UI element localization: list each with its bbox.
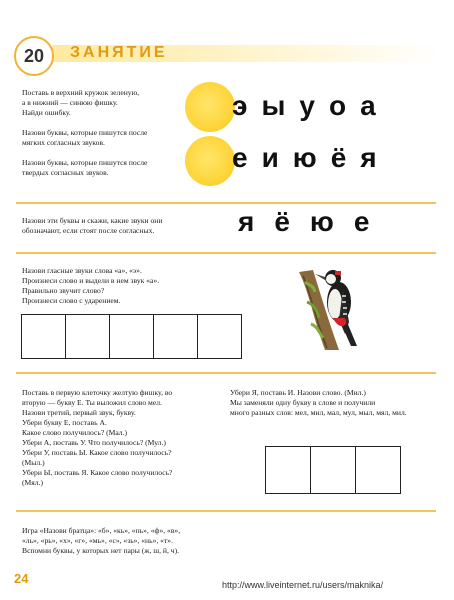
letter: ю xyxy=(309,206,334,237)
section-divider xyxy=(16,202,436,204)
letter: и xyxy=(261,142,279,173)
soft-vowel-letters-row xyxy=(232,142,377,174)
section-divider xyxy=(16,372,436,374)
sound-cell[interactable] xyxy=(310,446,355,494)
sound-cell[interactable] xyxy=(265,446,310,494)
sound-cell[interactable] xyxy=(109,314,153,359)
sound-cell[interactable] xyxy=(65,314,109,359)
letter: е xyxy=(353,206,370,237)
sound-cell[interactable] xyxy=(197,314,242,359)
section-divider xyxy=(16,252,436,254)
lesson-number-badge: 20 xyxy=(14,36,54,76)
iotated-letters-row xyxy=(238,206,369,238)
instruction-hard-vowels: Назови буквы, которые пишутся после твердых согласных звуков. xyxy=(22,158,148,177)
lesson-title: ЗАНЯТИЕ xyxy=(70,44,168,61)
letter: ё xyxy=(330,142,347,173)
instruction-name-letters: Назови эти буквы и скажи, какие звуки они обозначают, если стоят после согласных. xyxy=(22,216,163,235)
instruction-game-brothers: Игра «Назови братца»: «б», «кь», «пь», «ф», «в», «ль», «рь», «х», «г», «мь», «с», «зь», «нь», «т». Вспомни буквы, у которых нет пары (ж, ш, й, ч). xyxy=(22,526,181,555)
letter: я xyxy=(360,142,377,173)
instruction-soft-vowels: Назови буквы, которые пишутся после мягких согласных звуков. xyxy=(22,128,148,147)
letter: ё xyxy=(274,206,290,237)
instruction-letter-swap: Поставь в первую клеточку желтую фишку, во вторую — букву Е. Ты выложил слово мел. Назови третий, первый звук, букву. Убери букву Е, поставь А. Какое слово получилось? (Мал.) Убери А, поставь У. Что получилось? (Мул.) Убери У, поставь Ы. Какое слово получилось? (Мыл.) Убери Ы, поставь Я. Какое слово получилось? (Мял.) xyxy=(22,388,173,487)
instruction-chips: Поставь в верхний кружок зеленую, а в нижний — синюю фишку. Найди ошибку. xyxy=(22,88,140,117)
section-divider xyxy=(16,510,436,512)
hard-vowel-letters-row xyxy=(232,90,376,122)
top-circle-chip-slot[interactable] xyxy=(185,82,235,132)
sound-cell[interactable] xyxy=(355,446,401,494)
letter: ы xyxy=(261,90,286,121)
letter: о xyxy=(328,90,347,121)
letter: ю xyxy=(292,142,317,173)
bottom-circle-chip-slot[interactable] xyxy=(185,136,235,186)
letter: е xyxy=(232,142,248,173)
letter: у xyxy=(299,90,315,121)
sound-cell[interactable] xyxy=(21,314,65,359)
source-watermark: http://www.liveinternet.ru/users/maknika/ xyxy=(222,580,384,590)
letter: э xyxy=(232,90,248,121)
letter: я xyxy=(238,206,255,237)
woodpecker-illustration xyxy=(295,262,370,350)
sound-scheme-5-cells xyxy=(21,314,242,359)
sound-cell[interactable] xyxy=(153,314,197,359)
page-number: 24 xyxy=(14,571,29,586)
sound-scheme-3-cells xyxy=(265,446,401,494)
letter: а xyxy=(360,90,376,121)
instruction-word-analysis: Назови гласные звуки слова «а», «э». Произнеси слово и выдели в нем звук «а». Правильно звучит слово? Произнеси слово с ударением. xyxy=(22,266,160,305)
instruction-word-list: Убери Я, поставь И. Назови слово. (Мил.) Мы заменяли одну букву в слове и получили много разных слов: мел, мил, мал, мул, мыл, мял, мил. xyxy=(230,388,407,417)
